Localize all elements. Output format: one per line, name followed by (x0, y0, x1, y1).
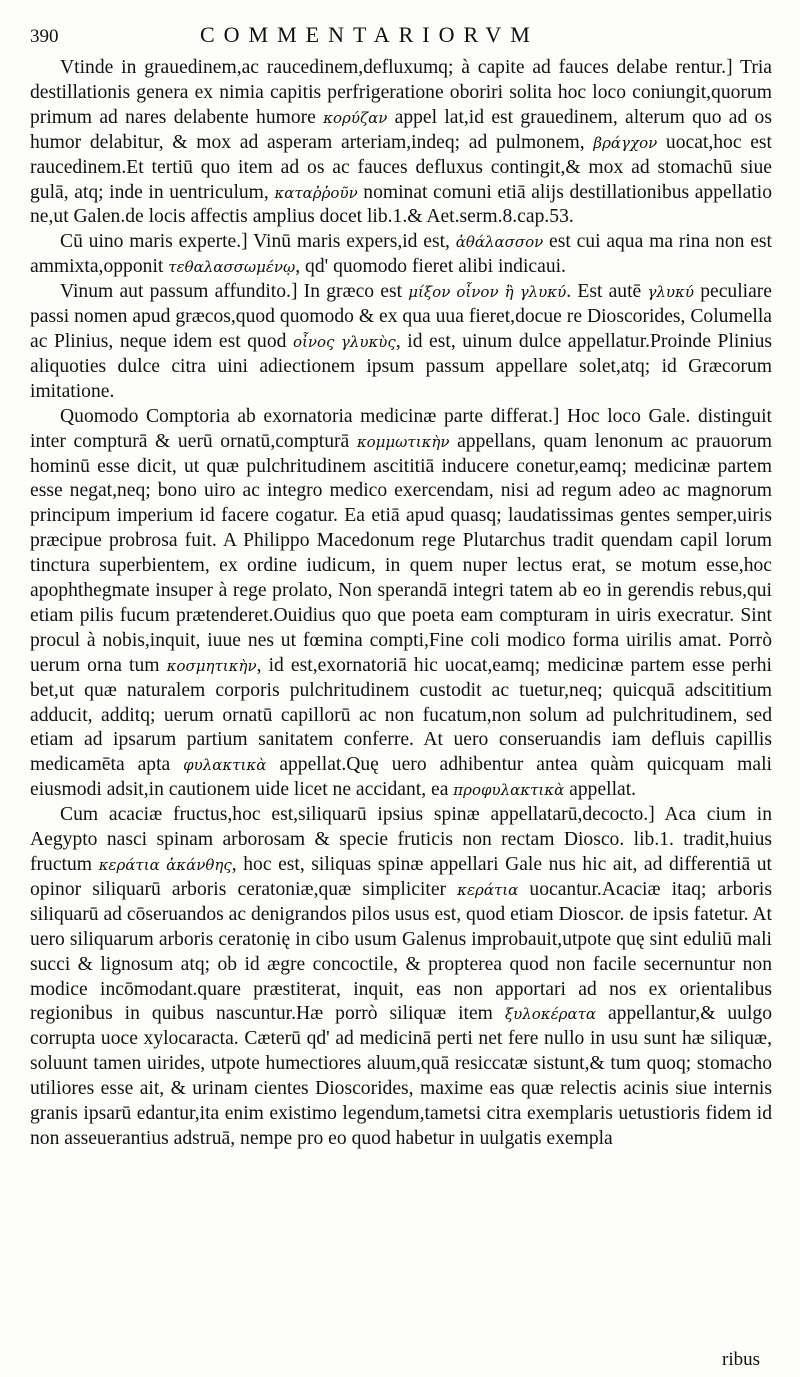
greek-term: κεράτια (457, 880, 519, 899)
commentary-paragraph (30, 230, 772, 280)
page-number: 390 (30, 26, 59, 47)
greek-term: οἶνος γλυκὺς (292, 332, 396, 351)
latin-text: , id est,exornatoriā hic uocat,eamq; medicinæ partem esse perhi bet,ut quæ naturalem corporis pulchritudinem custodit ac tuetur,neq; quicquā adscititium adducit, additq; uerum ornatū capillorū ac non fucatum,non solum ad pulchritudinem, sed etiam ad ipsarum partium sanitatem conferre. At uero conseruandis iam defluis capillis medicamēta apta (30, 654, 772, 776)
greek-term: κορύζαν (323, 108, 388, 127)
latin-text: appellat. (564, 779, 637, 801)
latin-text: , qd' quomodo fieret alibi indicaui. (295, 256, 566, 278)
commentary-paragraph (30, 803, 772, 1152)
latin-text: appellans, quam lenonum ac prauorum hominū esse dicit, ut quæ pulchritudinem ascititiā inducere conetur,eamq; medicinæ partem esse negat,neq; bono uiro ac integro medico exercendam, nisi ad regum adeo ac magnorum principum imperium id facere cogatur. Ea etiā apud quasq; laudatissimas gentes semper,uiris præcipue probrosa fuit. A Philippo Macedonum rege Plutarchus tradit quendam capil lorum tinctura superbientem, ex ordine iudicum, in quem nuper lectus erat, se motum esse,hoc apophthegmate insuper à rege prolato, Non sperandā integri tatem ab eo in gerendis rebus,qui etiam pilis fucum prætenderet.Ouidius quo que poeta eam compturam in uiris execratur. Sint procul à nobis,inquit, iuue nes ut fœmina compti,Fine coli modico forma uirilis amat. Porrò uerum orna tum (30, 430, 772, 676)
greek-term: βράγχον (593, 133, 658, 152)
greek-term: κεράτια ἀκάνθης (98, 856, 232, 874)
latin-text: uocantur.Acaciæ itaq; arboris siliquarū ad cōseruandos ac denigrandos pilos usus est, quod etiam Dioscor. de ipsis fatetur. At uero siliquarum arboris ceratonię in cibo usum Galenus improbauit,utpote quę sint eduliū mali succi & lignosum atq; ob id ægre concoctile, & propterea quod non facile secernuntur non modice incōmodant.quare præstiterat, inquit, eas non apportari ad nos ex orientalibus regionibus in quibus nascuntur.Hæ porrò siliquæ item (30, 878, 772, 1025)
latin-text: Vtinde in grauedinem,ac raucedinem,defluxumq; à capite ad fauces delabe rentur.] Tria destillationis genera ex nimia capitis perfrigeratione oboriri solita hoc loco coniungit,quorum primum ad nares delabente humore (30, 57, 772, 128)
greek-term: ἀθάλασσον (455, 233, 544, 252)
greek-term: κοσμητικὴν (166, 656, 257, 675)
latin-text: Vinum aut passum affundito.] In græco est (60, 281, 409, 303)
greek-term: κομμωτικὴν (356, 432, 450, 451)
latin-text: appellat.Quę uero adhibentur antea quàm quicquam mali eiusmodi adsit,in cautionem uide licet ne accidant, ea (30, 754, 772, 801)
latin-text: , hoc est, siliquas spinæ appellari Gale nus hic ait, ad differentiā ut opinor siliquarū arboris ceratoniæ,quæ simpliciter (30, 854, 772, 900)
commentary-paragraph (30, 405, 772, 804)
latin-text: Quomodo Comptoria ab exornatoria medicinæ parte differat.] Hoc loco Gale. distinguit inter compturā & uerū ornatū,compturā (30, 405, 772, 452)
latin-text: Cum acaciæ fructus,hoc est,siliquarū ipsius spinæ appellatarū,decocto.] Aca cium in Aegypto nasci spinam arborosam & specie fruticis non rectam Diosco. lib.1. tradit,huius fructum (30, 804, 772, 875)
latin-text: . Est autē (566, 281, 648, 303)
greek-term: τεθαλασσωμένῳ (168, 258, 296, 277)
greek-term: ξυλοκέρατα (504, 1005, 597, 1024)
latin-text: peculiare passi nomen apud græcos,quod quomodo & ex qua uua fieret,docue re Dioscorides, Columella ac Plinius, neque idem est quod (30, 281, 772, 352)
latin-text: uocat,hoc est raucedinem.Et tertiū quo item ad os ac fauces defluxus contingit,& mox ad stomachū siue gulā, atq; inde in uentriculum, (30, 131, 773, 203)
latin-text: appel lat,id est grauedinem, alterum quo ad os humor delabitur, & mox ad asperam arteriam,indeq; ad pulmonem, (30, 106, 772, 153)
greek-term: προφυλακτικὰ (453, 781, 565, 800)
page-header (30, 22, 772, 56)
greek-term: φυλακτικὰ (183, 756, 267, 775)
latin-text: Cū uino maris experte.] Vinū maris expers,id est, (60, 231, 456, 253)
latin-text: est cui aqua ma rina non est ammixta,opponit (30, 231, 772, 278)
latin-text: appellantur,& uulgo corrupta uoce xylocaracta. Cæterū qd' ad medicinā perti net fere nullo in usu sunt hæ siliquæ, soluunt tamen uirides, utpote humectiores aluum,quā resiccatæ sistunt,& tum quoq; stomacho utiliores esse ait, & urinam cientes Dioscorides, maxime eas quæ relectis acinis siue internis granis ipsarū edantur,ita enim existimo legendum,tametsi citra exemplaris uetustioris fidem id non asseuerantius adstruā, nempe pro eo quod habetur in uulgatis exempla (30, 1003, 772, 1149)
latin-text: nominat comuni etiā alijs destillationibus appellatio ne,ut Galen.de locis affectis amplius docet lib.1.& Aet.serm.8.cap.53. (30, 181, 772, 228)
commentary-paragraph (30, 56, 772, 230)
catchword: ribus (722, 1349, 760, 1370)
running-head: COMMENTARIORVM (200, 22, 539, 47)
greek-term: γλυκύ (647, 283, 694, 302)
commentary-text (30, 56, 772, 1152)
latin-text: , id est, uinum dulce appellatur.Proinde Plinius aliquoties dulce citra uini adiectionem ipsum passum appellare solet,atq; id Græcorum imitatione. (30, 330, 772, 402)
commentary-paragraph (30, 280, 772, 405)
greek-term: μίξον οἶνον ἢ γλυκύ (408, 283, 567, 302)
greek-term: καταῤῥοῦν (274, 183, 358, 202)
